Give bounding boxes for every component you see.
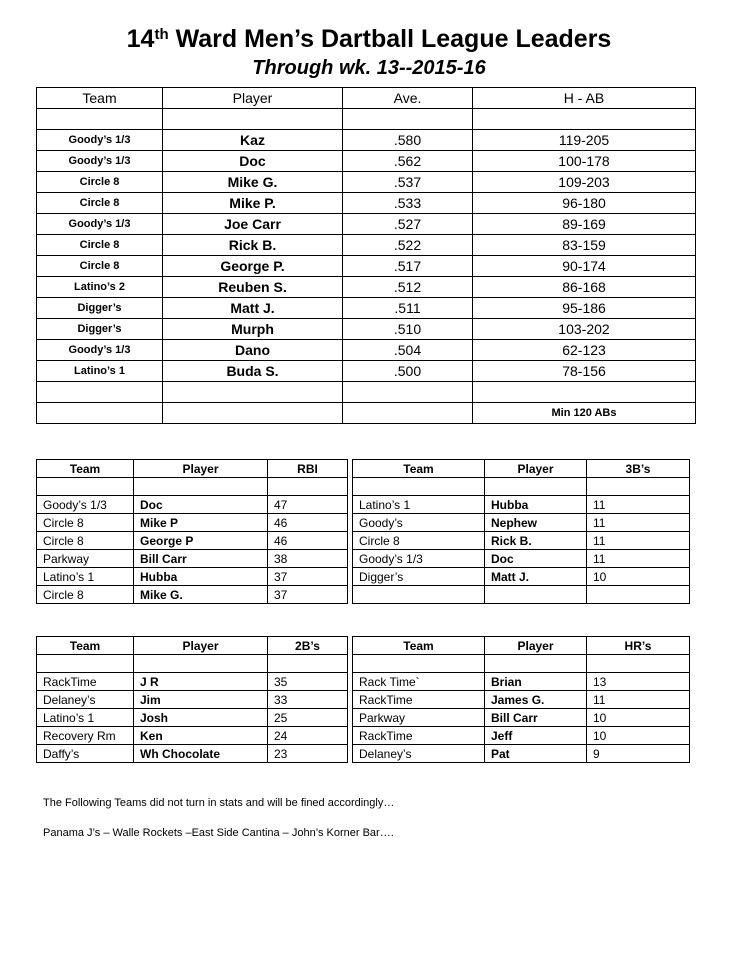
- player-header: Player: [134, 460, 268, 478]
- team-cell: Digger’s: [37, 319, 163, 340]
- average-cell: .500: [343, 361, 473, 382]
- stat-cell: 46: [268, 514, 348, 532]
- team-cell: Goody’s 1/3: [37, 214, 163, 235]
- blank-cell: [37, 109, 163, 130]
- stat-cell: 10: [587, 709, 690, 727]
- team-cell: Recovery Rm: [37, 727, 134, 745]
- table-row: [37, 151, 696, 172]
- team-cell: Goody’s 1/3: [37, 496, 134, 514]
- blank-cell: [353, 655, 485, 673]
- page-title: [0, 24, 738, 54]
- stat-cell: 11: [587, 496, 690, 514]
- hits-at-bats-cell: 89-169: [473, 214, 696, 235]
- table-row: [353, 514, 690, 532]
- hits-at-bats-cell: 86-168: [473, 277, 696, 298]
- blank-cell: [343, 109, 473, 130]
- table-row: [37, 130, 696, 151]
- team-cell: RackTime: [37, 673, 134, 691]
- table-row: [353, 550, 690, 568]
- stat-cell: 10: [587, 568, 690, 586]
- player-cell: Hubba: [485, 496, 587, 514]
- team-cell: RackTime: [353, 691, 485, 709]
- table-row: [37, 586, 348, 604]
- blank-cell: [485, 586, 587, 604]
- team-cell: Daffy’s: [37, 745, 134, 763]
- player-cell: Bill Carr: [485, 709, 587, 727]
- team-cell: Goody’s 1/3: [37, 151, 163, 172]
- stat-cell: 24: [268, 727, 348, 745]
- player-cell: Hubba: [134, 568, 268, 586]
- blank-cell: [268, 655, 348, 673]
- player-cell: Matt J.: [485, 568, 587, 586]
- player-cell: Mike P.: [163, 193, 343, 214]
- player-cell: Nephew: [485, 514, 587, 532]
- table-row: [37, 214, 696, 235]
- stat-header: 3B’s: [587, 460, 690, 478]
- team-header: Team: [353, 637, 485, 655]
- hits-at-bats-cell: 62-123: [473, 340, 696, 361]
- team-cell: Delaney’s: [37, 691, 134, 709]
- blank-cell: [134, 655, 268, 673]
- player-cell: Brian: [485, 673, 587, 691]
- player-cell: James G.: [485, 691, 587, 709]
- table-row: [37, 361, 696, 382]
- player-cell: Jeff: [485, 727, 587, 745]
- homeruns-leaders-table: [352, 636, 690, 763]
- team-header: Team: [37, 460, 134, 478]
- player-cell: Matt J.: [163, 298, 343, 319]
- stat-cell: 37: [268, 586, 348, 604]
- blank-cell: [163, 109, 343, 130]
- table-row: [37, 277, 696, 298]
- table-row: [37, 550, 348, 568]
- player-cell: Kaz: [163, 130, 343, 151]
- average-cell: .510: [343, 319, 473, 340]
- stat-cell: 13: [587, 673, 690, 691]
- table-row: [37, 193, 696, 214]
- blank-cell: [353, 586, 485, 604]
- hits-at-bats-cell: 78-156: [473, 361, 696, 382]
- blank-row: [37, 382, 696, 403]
- hits-at-bats-cell: 109-203: [473, 172, 696, 193]
- stat-cell: 46: [268, 532, 348, 550]
- team-cell: Rack Time`: [353, 673, 485, 691]
- batting-average-table: [36, 87, 696, 424]
- player-cell: Josh: [134, 709, 268, 727]
- average-cell: .537: [343, 172, 473, 193]
- player-cell: J R: [134, 673, 268, 691]
- team-cell: Latino’s 2: [37, 277, 163, 298]
- table-row: [37, 256, 696, 277]
- note-row: [37, 403, 696, 424]
- table-row: [37, 691, 348, 709]
- team-cell: Latino’s 1: [353, 496, 485, 514]
- team-cell: Circle 8: [37, 514, 134, 532]
- stat-header: HR’s: [587, 637, 690, 655]
- player-cell: Mike P: [134, 514, 268, 532]
- average-cell: .512: [343, 277, 473, 298]
- team-cell: Parkway: [37, 550, 134, 568]
- average-cell: .580: [343, 130, 473, 151]
- team-cell: Digger’s: [353, 568, 485, 586]
- title-ordinal: 14: [126, 25, 155, 53]
- stat-cell: 11: [587, 550, 690, 568]
- player-header: Player: [485, 637, 587, 655]
- table-row: [37, 709, 348, 727]
- table-row: [37, 298, 696, 319]
- team-cell: Digger’s: [37, 298, 163, 319]
- table-row: [37, 673, 348, 691]
- player-cell: Mike G.: [163, 172, 343, 193]
- blank-row: [353, 586, 690, 604]
- table-row: [37, 745, 348, 763]
- player-cell: Mike G.: [134, 586, 268, 604]
- player-cell: Dano: [163, 340, 343, 361]
- blank-cell: [37, 403, 163, 424]
- stat-cell: 9: [587, 745, 690, 763]
- stat-header: RBI: [268, 460, 348, 478]
- stat-cell: 10: [587, 727, 690, 745]
- player-header: Player: [485, 460, 587, 478]
- blank-row: [353, 655, 690, 673]
- player-cell: Rick B.: [485, 532, 587, 550]
- blank-row: [37, 655, 348, 673]
- table-row: [37, 235, 696, 256]
- min-at-bats-note: Min 120 ABs: [473, 403, 696, 424]
- team-cell: Goody’s 1/3: [37, 130, 163, 151]
- stat-cell: 37: [268, 568, 348, 586]
- team-cell: Circle 8: [37, 235, 163, 256]
- player-header: Player: [163, 88, 343, 109]
- team-cell: Circle 8: [37, 256, 163, 277]
- player-cell: Wh Chocolate: [134, 745, 268, 763]
- blank-cell: [353, 478, 485, 496]
- table-row: [37, 340, 696, 361]
- player-cell: Pat: [485, 745, 587, 763]
- header-row: [353, 460, 690, 478]
- player-header: Player: [134, 637, 268, 655]
- rbi-leaders-table: [36, 459, 348, 604]
- player-cell: Joe Carr: [163, 214, 343, 235]
- blank-cell: [587, 655, 690, 673]
- stat-cell: 33: [268, 691, 348, 709]
- hits-at-bats-cell: 83-159: [473, 235, 696, 256]
- team-header: Team: [37, 637, 134, 655]
- stat-cell: 25: [268, 709, 348, 727]
- average-cell: .527: [343, 214, 473, 235]
- player-cell: George P.: [163, 256, 343, 277]
- average-cell: .522: [343, 235, 473, 256]
- hits-at-bats-cell: 95-186: [473, 298, 696, 319]
- player-cell: Ken: [134, 727, 268, 745]
- player-cell: Doc: [485, 550, 587, 568]
- table-row: [353, 691, 690, 709]
- table-row: [353, 745, 690, 763]
- team-cell: Goody’s: [353, 514, 485, 532]
- blank-cell: [37, 382, 163, 403]
- table-row: [37, 514, 348, 532]
- blank-cell: [37, 478, 134, 496]
- table-row: [37, 532, 348, 550]
- blank-row: [353, 478, 690, 496]
- team-cell: RackTime: [353, 727, 485, 745]
- blank-cell: [343, 382, 473, 403]
- average-cell: .562: [343, 151, 473, 172]
- team-cell: Circle 8: [353, 532, 485, 550]
- team-cell: Goody’s 1/3: [353, 550, 485, 568]
- stat-cell: 23: [268, 745, 348, 763]
- blank-cell: [587, 478, 690, 496]
- header-row: [37, 88, 696, 109]
- hits-at-bats-header: H - AB: [473, 88, 696, 109]
- stat-cell: 11: [587, 691, 690, 709]
- average-cell: .511: [343, 298, 473, 319]
- player-cell: Rick B.: [163, 235, 343, 256]
- player-cell: Bill Carr: [134, 550, 268, 568]
- team-cell: Latino’s 1: [37, 709, 134, 727]
- hits-at-bats-cell: 100-178: [473, 151, 696, 172]
- blank-cell: [343, 403, 473, 424]
- team-header: Team: [353, 460, 485, 478]
- blank-cell: [485, 655, 587, 673]
- table-row: [353, 709, 690, 727]
- blank-cell: [485, 478, 587, 496]
- average-cell: .517: [343, 256, 473, 277]
- player-cell: Reuben S.: [163, 277, 343, 298]
- blank-cell: [473, 109, 696, 130]
- table-row: [353, 568, 690, 586]
- header-row: [37, 460, 348, 478]
- footer-fine-notice: The Following Teams did not turn in stats and will be fined accordingly…: [43, 797, 395, 809]
- team-cell: Goody’s 1/3: [37, 340, 163, 361]
- team-cell: Circle 8: [37, 172, 163, 193]
- player-cell: Buda S.: [163, 361, 343, 382]
- table-row: [353, 727, 690, 745]
- blank-row: [37, 478, 348, 496]
- team-cell: Latino’s 1: [37, 568, 134, 586]
- hits-at-bats-cell: 96-180: [473, 193, 696, 214]
- hits-at-bats-cell: 119-205: [473, 130, 696, 151]
- header-row: [37, 637, 348, 655]
- average-header: Ave.: [343, 88, 473, 109]
- table-row: [353, 532, 690, 550]
- blank-cell: [163, 403, 343, 424]
- table-row: [353, 496, 690, 514]
- stat-cell: 47: [268, 496, 348, 514]
- stat-cell: 11: [587, 532, 690, 550]
- blank-row: [37, 109, 696, 130]
- stat-cell: 38: [268, 550, 348, 568]
- table-row: [353, 673, 690, 691]
- table-row: [37, 568, 348, 586]
- hits-at-bats-cell: 90-174: [473, 256, 696, 277]
- stat-cell: 11: [587, 514, 690, 532]
- title-text: Ward Men’s Dartball League Leaders: [168, 25, 612, 53]
- average-cell: .533: [343, 193, 473, 214]
- hits-at-bats-cell: 103-202: [473, 319, 696, 340]
- blank-cell: [587, 586, 690, 604]
- header-row: [353, 637, 690, 655]
- doubles-leaders-table: [36, 636, 348, 763]
- team-cell: Circle 8: [37, 193, 163, 214]
- team-cell: Parkway: [353, 709, 485, 727]
- blank-cell: [268, 478, 348, 496]
- player-cell: Jim: [134, 691, 268, 709]
- team-cell: Delaney’s: [353, 745, 485, 763]
- stat-header: 2B’s: [268, 637, 348, 655]
- team-cell: Circle 8: [37, 532, 134, 550]
- player-cell: Murph: [163, 319, 343, 340]
- triples-leaders-table: [352, 459, 690, 604]
- page-subtitle: Through wk. 13--2015-16: [252, 57, 486, 79]
- footer-team-list: Panama J’s – Walle Rockets –East Side Cantina – John’s Korner Bar….: [43, 827, 394, 839]
- player-cell: Doc: [134, 496, 268, 514]
- table-row: [37, 727, 348, 745]
- blank-cell: [473, 382, 696, 403]
- player-cell: Doc: [163, 151, 343, 172]
- player-cell: George P: [134, 532, 268, 550]
- team-cell: Latino’s 1: [37, 361, 163, 382]
- blank-cell: [134, 478, 268, 496]
- team-cell: Circle 8: [37, 586, 134, 604]
- title-superscript: th: [154, 26, 169, 43]
- stat-cell: 35: [268, 673, 348, 691]
- table-row: [37, 496, 348, 514]
- table-row: [37, 319, 696, 340]
- blank-cell: [37, 655, 134, 673]
- team-header: Team: [37, 88, 163, 109]
- blank-cell: [163, 382, 343, 403]
- average-cell: .504: [343, 340, 473, 361]
- table-row: [37, 172, 696, 193]
